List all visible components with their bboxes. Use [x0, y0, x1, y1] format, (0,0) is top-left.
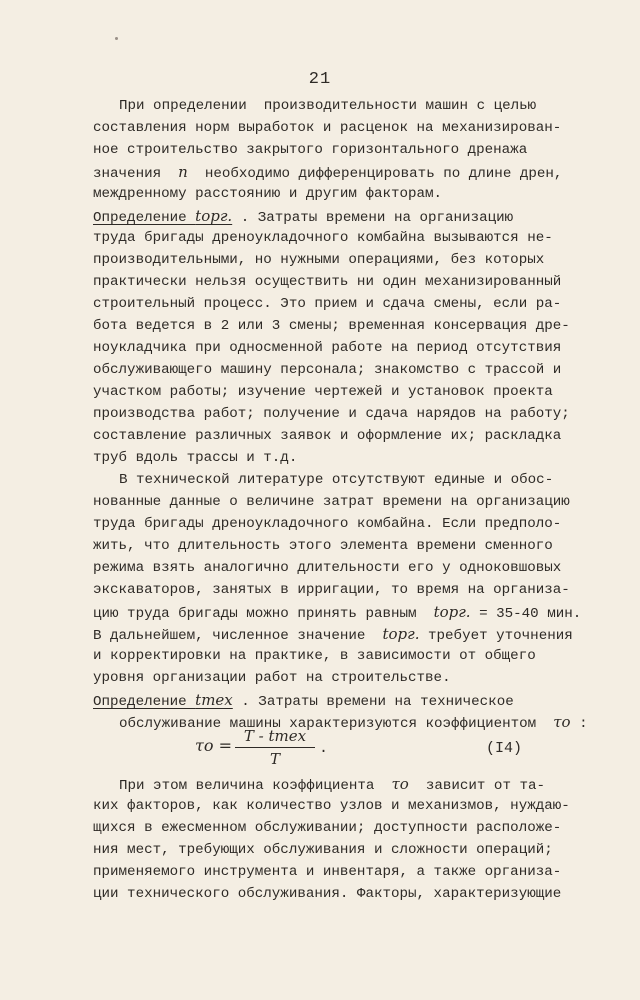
line-text: При этом величина коэффициента	[119, 778, 392, 794]
line-text: . Затраты времени на техническое	[232, 694, 514, 710]
text-line	[93, 689, 553, 713]
text-line	[93, 623, 573, 647]
text-line: ное строительство закрытого горизонтального дренажа	[93, 142, 528, 158]
math-symbol: tорг.	[382, 625, 420, 643]
text-line: труда бригады дреноукладочного комбайна вызываются не-	[93, 230, 553, 246]
line-text: обслуживание машины характеризуются коэффициентом	[119, 716, 554, 732]
heading-symbol: tтех	[195, 691, 233, 709]
text-line: строительный процесс. Это прием и сдача смены, если ра-	[93, 296, 562, 312]
text-line	[93, 205, 553, 229]
formula	[195, 726, 395, 770]
line-text: необходимо дифференцировать по длине дрен,	[187, 166, 563, 182]
line-text: :	[570, 716, 588, 732]
text-line: труда бригады дреноукладочного комбайна. Если предполо-	[93, 516, 562, 532]
text-line	[93, 601, 582, 625]
line-text: значения	[93, 166, 179, 182]
text-line: ноукладчика при односменной работе на период отсутствия	[93, 340, 562, 356]
text-line: производительными, но нужными операциями, без которых	[93, 252, 545, 268]
text-line: При определении производительности машин с целью	[119, 98, 537, 114]
text-line: уровня организации работ на строительстве.	[93, 670, 451, 686]
line-text: требует уточнения	[419, 628, 573, 644]
text-line: нованные данные о величине затрат времени на организацию	[93, 494, 570, 510]
formula-tail: .	[319, 740, 329, 757]
text-line: В технической литературе отсутствуют единые и обос-	[119, 472, 554, 488]
text-line: и корректировки на практике, в зависимости от общего	[93, 648, 536, 664]
text-line: ции технического обслуживания. Факторы, характеризующие	[93, 886, 562, 902]
text-line: составления норм выработок и расценок на механизирован-	[93, 120, 562, 136]
line-text: . Затраты времени на организацию	[232, 210, 514, 226]
text-line: труб вдоль трассы и т.д.	[93, 450, 298, 466]
text-line: экскаваторов, занятых в ирригации, то время на организа-	[93, 582, 570, 598]
line-text: В дальнейшем, численное значение	[93, 628, 383, 644]
text-line: практически нельзя осуществить ни один механизированный	[93, 274, 562, 290]
formula-fraction	[235, 726, 315, 769]
line-text: цию труда бригады можно принять равным	[93, 606, 434, 622]
line-text: зависит от та-	[408, 778, 546, 794]
formula-lhs: τo =	[195, 736, 232, 755]
heading-label: Определение	[93, 694, 196, 710]
text-line: режима взять аналогично длительности его у одноковшовых	[93, 560, 562, 576]
section-heading	[93, 691, 233, 710]
math-symbol: τo	[391, 775, 409, 793]
text-line	[93, 161, 563, 185]
text-line: ких факторов, как количество узлов и механизмов, нуждаю-	[93, 798, 570, 814]
text-line: междренному расстоянию и другим факторам.	[93, 186, 443, 202]
text-line: участком работы; изучение чертежей и установок проекта	[93, 384, 553, 400]
page-number: 21	[308, 70, 332, 89]
text-line: щихся в ежесменном обслуживании; доступности расположе-	[93, 820, 562, 836]
formula-denominator: T	[269, 750, 280, 768]
text-line: применяемого инструмента и инвентаря, а также организа-	[93, 864, 562, 880]
text-line: производства работ; получение и сдача нарядов на работу;	[93, 406, 570, 422]
paper-mark	[115, 37, 118, 40]
fraction-bar	[235, 747, 315, 748]
text-line: обслуживающего машину персонала; знакомство с трассой и	[93, 362, 562, 378]
text-line: бота ведется в 2 или 3 смены; временная консервация дре-	[93, 318, 570, 334]
text-line: жить, что длительность этого элемента времени сменного	[93, 538, 553, 554]
heading-symbol: tорг.	[195, 207, 233, 225]
text-line: ния мест, требующих обслуживания и сложности операций;	[93, 842, 553, 858]
text-line: составление различных заявок и оформление их; раскладка	[93, 428, 562, 444]
equation-number: (I4)	[486, 740, 523, 757]
formula-numerator: T - tтех	[243, 727, 307, 745]
math-symbol: τo	[553, 713, 571, 731]
section-heading	[93, 207, 233, 226]
heading-label: Определение	[93, 210, 196, 226]
math-symbol: tорг.	[433, 603, 471, 621]
math-symbol: n	[178, 163, 188, 181]
line-text: = 35-40 мин.	[470, 606, 582, 622]
text-line	[119, 773, 579, 797]
